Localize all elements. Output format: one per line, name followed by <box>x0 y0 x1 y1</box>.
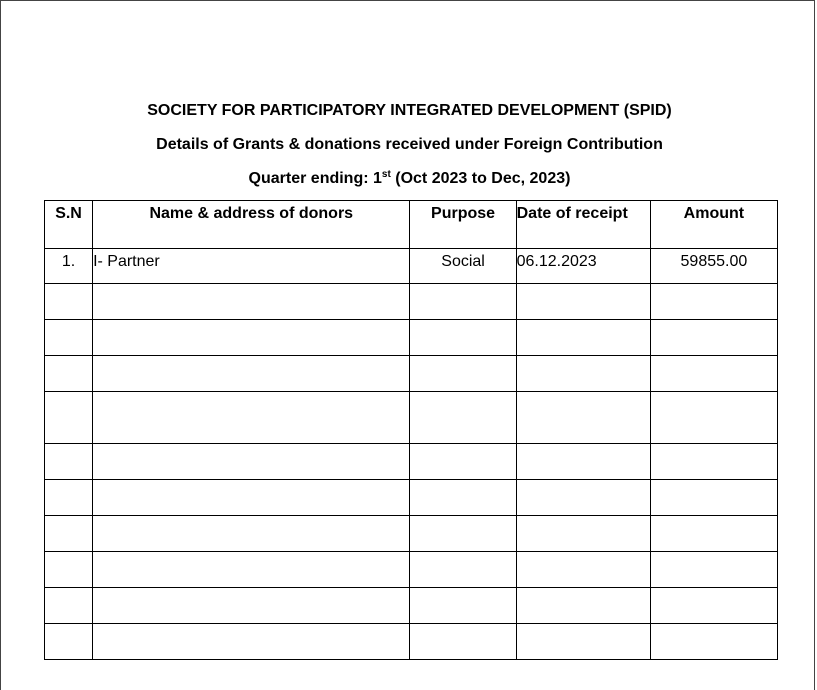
cell-empty <box>516 588 650 624</box>
cell-empty <box>650 588 777 624</box>
table-row-empty <box>45 516 778 552</box>
header-donor-name: Name & address of donors <box>93 201 410 249</box>
quarter-suffix: (Oct 2023 to Dec, 2023) <box>390 170 571 187</box>
donations-table <box>44 200 778 660</box>
cell-empty <box>93 392 410 444</box>
cell-empty <box>650 444 777 480</box>
cell-empty <box>93 444 410 480</box>
cell-empty <box>45 320 93 356</box>
cell-empty <box>516 552 650 588</box>
cell-empty <box>45 356 93 392</box>
cell-sn: 1. <box>45 249 93 284</box>
cell-empty <box>410 588 516 624</box>
cell-empty <box>410 356 516 392</box>
cell-empty <box>93 356 410 392</box>
quarter-prefix: Quarter ending: 1 <box>248 170 382 187</box>
cell-empty <box>93 516 410 552</box>
org-title: SOCIETY FOR PARTICIPATORY INTEGRATED DEVELOPMENT (SPID) <box>147 102 672 119</box>
report-subtitle: Details of Grants & donations received under Foreign Contribution <box>156 136 663 153</box>
header-date-of-receipt: Date of receipt <box>516 201 650 249</box>
cell-empty <box>650 480 777 516</box>
cell-empty <box>650 516 777 552</box>
cell-empty <box>93 284 410 320</box>
cell-empty <box>93 480 410 516</box>
cell-empty <box>93 320 410 356</box>
table-row-empty <box>45 588 778 624</box>
cell-empty <box>516 356 650 392</box>
cell-empty <box>93 588 410 624</box>
table-row-empty <box>45 480 778 516</box>
cell-empty <box>45 516 93 552</box>
cell-purpose: Social <box>410 249 516 284</box>
cell-empty <box>93 552 410 588</box>
cell-empty <box>516 320 650 356</box>
cell-empty <box>45 552 93 588</box>
quarter-superscript: st <box>381 169 391 180</box>
cell-empty <box>45 588 93 624</box>
cell-empty <box>45 444 93 480</box>
cell-empty <box>45 480 93 516</box>
table-header-row <box>45 201 778 249</box>
cell-empty <box>650 392 777 444</box>
cell-empty <box>650 284 777 320</box>
cell-empty <box>410 320 516 356</box>
table-row-empty <box>45 284 778 320</box>
cell-empty <box>516 624 650 660</box>
quarter-heading <box>1 170 817 188</box>
cell-empty <box>410 444 516 480</box>
cell-empty <box>410 480 516 516</box>
table-row-empty <box>45 320 778 356</box>
cell-amount: 59855.00 <box>650 249 777 284</box>
header-sn: S.N <box>45 201 93 249</box>
cell-empty <box>516 284 650 320</box>
cell-empty <box>516 480 650 516</box>
cell-empty <box>650 552 777 588</box>
cell-empty <box>650 356 777 392</box>
cell-empty <box>45 392 93 444</box>
cell-empty <box>410 552 516 588</box>
cell-empty <box>410 516 516 552</box>
table-row-empty <box>45 356 778 392</box>
cell-empty <box>93 624 410 660</box>
cell-date: 06.12.2023 <box>516 249 650 284</box>
header-purpose: Purpose <box>410 201 516 249</box>
table-row-empty <box>45 624 778 660</box>
table-row-empty <box>45 392 778 444</box>
cell-empty <box>650 320 777 356</box>
cell-empty <box>516 516 650 552</box>
cell-empty <box>410 392 516 444</box>
cell-empty <box>45 284 93 320</box>
cell-empty <box>516 444 650 480</box>
cell-empty <box>650 624 777 660</box>
header-amount: Amount <box>650 201 777 249</box>
cell-empty <box>410 284 516 320</box>
cell-empty <box>516 392 650 444</box>
cell-donor-name: I- Partner <box>93 249 410 284</box>
cell-empty <box>45 624 93 660</box>
table-row-empty <box>45 552 778 588</box>
cell-empty <box>410 624 516 660</box>
table-row-empty <box>45 444 778 480</box>
table-row <box>45 249 778 284</box>
